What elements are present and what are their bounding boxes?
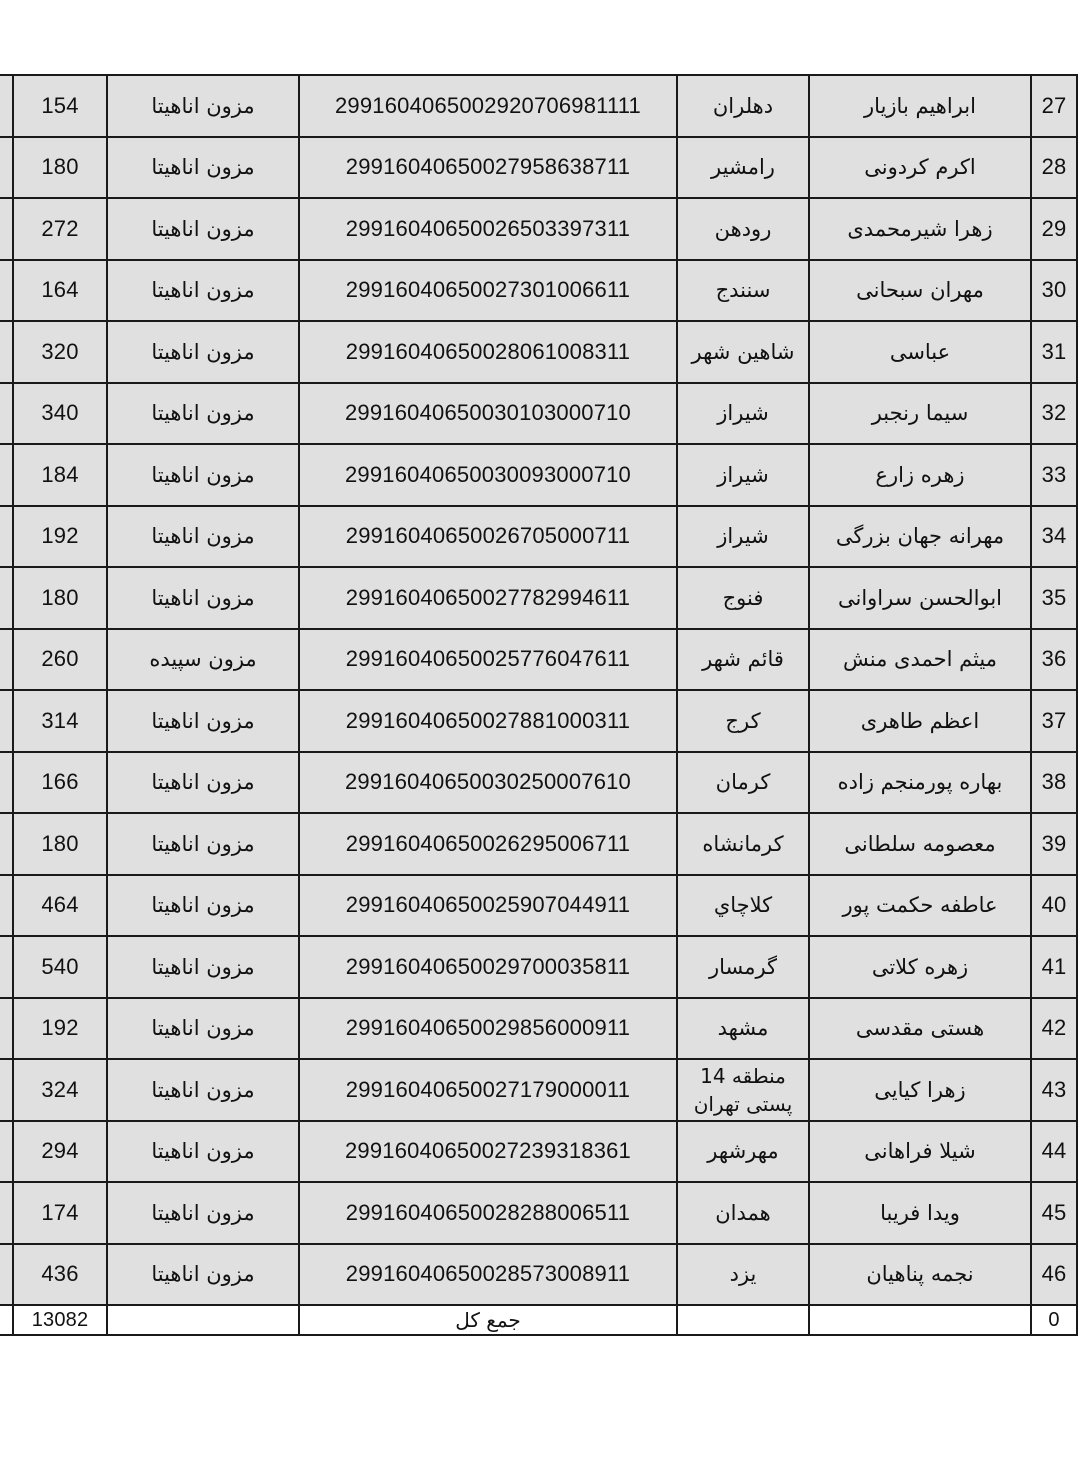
edge-cell [0,444,13,506]
name-cell: مهران سبحانی [809,260,1031,322]
edge-cell [0,690,13,752]
edge-cell [0,875,13,937]
edge-cell [0,629,13,691]
name-cell: نجمه پناهیان [809,1244,1031,1306]
account-cell: مزون اناهیتا [107,1059,299,1121]
account-cell: مزون اناهیتا [107,75,299,137]
name-cell: زهره زارع [809,444,1031,506]
account-cell: مزون اناهیتا [107,444,299,506]
edge-cell [0,198,13,260]
account-cell: مزون اناهیتا [107,1182,299,1244]
code-cell: 29916040650030250007610 [299,752,677,814]
city-cell: شیراز [677,444,809,506]
table-body [0,75,1077,1335]
amount-cell: 464 [13,875,107,937]
code-cell: 29916040650026503397311 [299,198,677,260]
amount-cell: 184 [13,444,107,506]
table-row [0,752,1077,814]
city-cell: کرمانشاه [677,813,809,875]
edge-cell [0,75,13,137]
table-row [0,444,1077,506]
code-cell: 29916040650027239318361 [299,1121,677,1183]
amount-cell: 180 [13,813,107,875]
account-cell: مزون اناهیتا [107,1121,299,1183]
edge-cell [0,383,13,445]
account-cell: مزون اناهیتا [107,1244,299,1306]
account-cell: مزون اناهیتا [107,506,299,568]
amount-cell: 340 [13,383,107,445]
code-cell: 2991604065002920706981111 [299,75,677,137]
edge-cell [0,567,13,629]
account-cell: مزون اناهیتا [107,936,299,998]
account-cell: مزون اناهیتا [107,690,299,752]
account-cell: مزون اناهیتا [107,875,299,937]
edge-cell [0,1182,13,1244]
city-cell: کرج [677,690,809,752]
name-cell: معصومه سلطانی [809,813,1031,875]
amount-cell: 180 [13,137,107,199]
total-empty-cell [107,1305,299,1335]
city-cell: گرمسار [677,936,809,998]
city-cell: همدان [677,1182,809,1244]
index-cell: 35 [1031,567,1077,629]
index-cell: 31 [1031,321,1077,383]
city-cell: قائم شهر [677,629,809,691]
code-cell: 29916040650029700035811 [299,936,677,998]
account-cell: مزون اناهیتا [107,137,299,199]
edge-cell [0,813,13,875]
city-cell: فنوج [677,567,809,629]
account-cell: مزون اناهیتا [107,752,299,814]
amount-cell: 314 [13,690,107,752]
code-cell: 29916040650027301006611 [299,260,677,322]
orders-table [0,74,1078,1336]
amount-cell: 192 [13,998,107,1060]
name-cell: میثم احمدی منش [809,629,1031,691]
code-cell: 29916040650028061008311 [299,321,677,383]
table-row [0,998,1077,1060]
edge-cell [0,321,13,383]
table-row [0,260,1077,322]
account-cell: مزون سپیده [107,629,299,691]
code-cell: 29916040650027179000011 [299,1059,677,1121]
index-cell: 29 [1031,198,1077,260]
index-cell: 32 [1031,383,1077,445]
table-row [0,1244,1077,1306]
edge-cell [0,1305,13,1335]
account-cell: مزون اناهیتا [107,998,299,1060]
city-cell: کرمان [677,752,809,814]
code-cell: 29916040650027782994611 [299,567,677,629]
name-cell: سیما رنجبر [809,383,1031,445]
index-cell: 37 [1031,690,1077,752]
city-cell: مهرشهر [677,1121,809,1183]
city-cell: مشهد [677,998,809,1060]
code-cell: 29916040650027958638711 [299,137,677,199]
table-row [0,198,1077,260]
index-cell: 28 [1031,137,1077,199]
total-empty-cell [809,1305,1031,1335]
name-cell: ابراهیم بازیار [809,75,1031,137]
code-cell: 29916040650028573008911 [299,1244,677,1306]
city-cell: دهلران [677,75,809,137]
name-cell: زهرا شیرمحمدی [809,198,1031,260]
edge-cell [0,1121,13,1183]
table-row [0,321,1077,383]
amount-cell: 324 [13,1059,107,1121]
account-cell: مزون اناهیتا [107,198,299,260]
total-row [0,1305,1077,1335]
city-cell: رامشیر [677,137,809,199]
total-index-cell: 0 [1031,1305,1077,1335]
code-cell: 29916040650028288006511 [299,1182,677,1244]
amount-cell: 294 [13,1121,107,1183]
edge-cell [0,752,13,814]
total-label-cell: جمع کل [299,1305,677,1335]
name-cell: اکرم کردونی [809,137,1031,199]
account-cell: مزون اناهیتا [107,321,299,383]
edge-cell [0,1244,13,1306]
edge-cell [0,506,13,568]
city-cell: یزد [677,1244,809,1306]
city-cell: شیراز [677,506,809,568]
account-cell: مزون اناهیتا [107,567,299,629]
table-row [0,936,1077,998]
table-row [0,875,1077,937]
edge-cell [0,936,13,998]
index-cell: 42 [1031,998,1077,1060]
index-cell: 46 [1031,1244,1077,1306]
edge-cell [0,998,13,1060]
index-cell: 43 [1031,1059,1077,1121]
code-cell: 29916040650025907044911 [299,875,677,937]
table-row [0,690,1077,752]
code-cell: 29916040650025776047611 [299,629,677,691]
code-cell: 29916040650030093000710 [299,444,677,506]
name-cell: اعظم طاهری [809,690,1031,752]
index-cell: 45 [1031,1182,1077,1244]
index-cell: 30 [1031,260,1077,322]
table-row [0,567,1077,629]
name-cell: ویدا فریبا [809,1182,1031,1244]
amount-cell: 174 [13,1182,107,1244]
account-cell: مزون اناهیتا [107,260,299,322]
amount-cell: 180 [13,567,107,629]
amount-cell: 436 [13,1244,107,1306]
amount-cell: 192 [13,506,107,568]
index-cell: 38 [1031,752,1077,814]
name-cell: شیلا فراهانی [809,1121,1031,1183]
amount-cell: 260 [13,629,107,691]
table-row [0,1059,1077,1121]
edge-cell [0,137,13,199]
table-row [0,1121,1077,1183]
amount-cell: 154 [13,75,107,137]
edge-cell [0,260,13,322]
index-cell: 44 [1031,1121,1077,1183]
name-cell: بهاره پورمنجم زاده [809,752,1031,814]
total-empty-cell [677,1305,809,1335]
document-sheet [0,74,1077,1336]
city-cell: شیراز [677,383,809,445]
city-cell: شاهین شهر [677,321,809,383]
amount-cell: 540 [13,936,107,998]
index-cell: 34 [1031,506,1077,568]
code-cell: 29916040650026705000711 [299,506,677,568]
table-row [0,383,1077,445]
code-cell: 29916040650026295006711 [299,813,677,875]
account-cell: مزون اناهیتا [107,383,299,445]
index-cell: 40 [1031,875,1077,937]
table-row [0,506,1077,568]
name-cell: ابوالحسن سراوانی [809,567,1031,629]
code-cell: 29916040650027881000311 [299,690,677,752]
index-cell: 36 [1031,629,1077,691]
table-row [0,75,1077,137]
index-cell: 39 [1031,813,1077,875]
name-cell: زهره کلاتی [809,936,1031,998]
index-cell: 27 [1031,75,1077,137]
name-cell: عباسی [809,321,1031,383]
amount-cell: 320 [13,321,107,383]
name-cell: مهرانه جهان بزرگی [809,506,1031,568]
city-cell: رودهن [677,198,809,260]
table-row [0,629,1077,691]
table-row [0,1182,1077,1244]
account-cell: مزون اناهیتا [107,813,299,875]
index-cell: 33 [1031,444,1077,506]
name-cell: زهرا کیایی [809,1059,1031,1121]
city-cell: منطقه 14 پستی تهران [677,1059,809,1121]
code-cell: 29916040650029856000911 [299,998,677,1060]
table-row [0,813,1077,875]
code-cell: 29916040650030103000710 [299,383,677,445]
name-cell: عاطفه حکمت پور [809,875,1031,937]
amount-cell: 164 [13,260,107,322]
city-cell: کلاچاي [677,875,809,937]
amount-cell: 272 [13,198,107,260]
total-amount-cell: 13082 [13,1305,107,1335]
name-cell: هستی مقدسی [809,998,1031,1060]
index-cell: 41 [1031,936,1077,998]
amount-cell: 166 [13,752,107,814]
city-cell: سنندج [677,260,809,322]
edge-cell [0,1059,13,1121]
table-row [0,137,1077,199]
